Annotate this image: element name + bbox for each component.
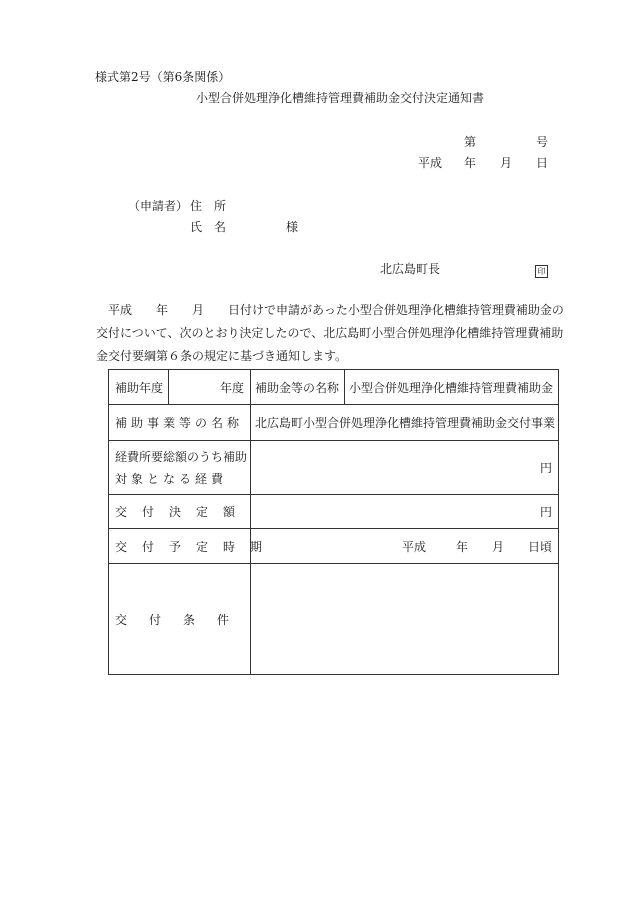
conditions-value [251, 564, 559, 675]
fiscal-year-value: 年度 [169, 370, 251, 405]
row-conditions [109, 564, 559, 675]
issuer-name: 北広島町長 [380, 262, 441, 276]
eligible-cost-label [109, 441, 251, 495]
schedule-value [251, 529, 559, 564]
sama-label: 様 [286, 220, 299, 234]
decided-amount-value: 円 [251, 495, 559, 529]
schedule-day: 日頃 [527, 539, 552, 554]
form-number: 様式第2号（第6条関係） [95, 70, 231, 84]
row-fiscal-year [109, 370, 559, 405]
decided-amount-label: 交付決定額 [109, 495, 251, 529]
date-year: 年 [464, 156, 477, 170]
decision-table [108, 369, 559, 675]
eligible-cost-label-line-2: 対象となる経費 [115, 471, 228, 486]
applicant-label: （申請者） [128, 199, 189, 213]
date-day: 日 [536, 156, 549, 170]
body-line-2: 交付について、次のとおり決定したので、北広島町小型合併処理浄化槽維持管理費補助 [96, 326, 564, 340]
row-decided-amount [109, 495, 559, 529]
row-schedule [109, 529, 559, 564]
grant-name-label: 補助金等の名称 [251, 370, 345, 405]
eligible-cost-label-line-1: 経費所要総額のうち補助 [115, 449, 248, 464]
date-era: 平成 [418, 156, 443, 170]
body-line-1: 平成 年 月 日付けで申請があった小型合併処理浄化槽維持管理費補助金の [96, 303, 564, 317]
schedule-era: 平成 [401, 539, 426, 554]
conditions-label: 交付条件 [109, 564, 251, 675]
seal-mark [535, 262, 548, 278]
row-eligible-cost [109, 441, 559, 495]
ref-dai: 第 [464, 135, 477, 149]
address-label: 住 所 [190, 199, 227, 213]
seal-icon: 印 [535, 265, 548, 278]
schedule-year: 年 [455, 539, 468, 554]
fiscal-year-label: 補助年度 [109, 370, 169, 405]
schedule-month: 月 [491, 539, 504, 554]
eligible-cost-value: 円 [251, 441, 559, 495]
project-name-value: 北広島町小型合併処理浄化槽維持管理費補助金交付事業 [251, 405, 559, 441]
row-project-name [109, 405, 559, 441]
date-month: 月 [500, 156, 513, 170]
project-name-label: 補助事業等の名称 [109, 405, 251, 441]
document-title: 小型合併処理浄化槽維持管理費補助金交付決定通知書 [196, 91, 485, 105]
schedule-label: 交付予定時期 [109, 529, 251, 564]
ref-go: 号 [536, 135, 549, 149]
body-line-3: 金交付要綱第６条の規定に基づき通知します。 [96, 349, 348, 363]
name-label: 氏 名 [190, 220, 227, 234]
grant-name-value: 小型合併処理浄化槽維持管理費補助金 [345, 370, 559, 405]
